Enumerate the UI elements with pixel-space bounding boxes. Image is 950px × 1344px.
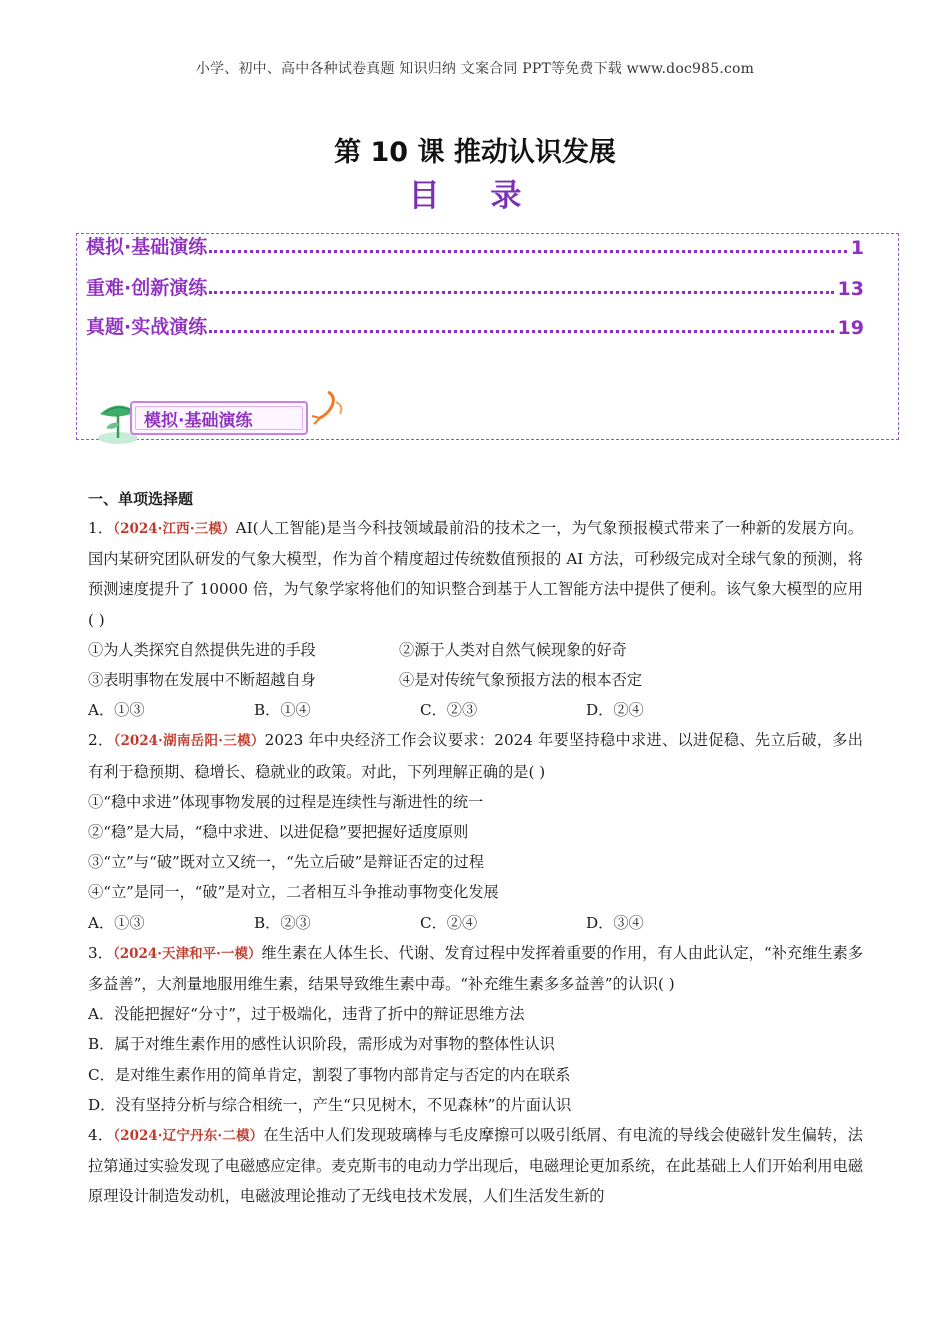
question-source: （2024·天津和平·一模）: [112, 945, 262, 962]
statement: ②源于人类对自然气候现象的好奇: [399, 640, 627, 659]
toc-entry-label: 模拟·基础演练: [86, 236, 208, 258]
question-source: （2024·江西·三模）: [113, 521, 236, 537]
question-stem: 2023 年中央经济工作会议要求：2024 年要坚持稳中求进、以进促稳、先立后破，多出有利于稳预期、稳增长、稳就业的政策。对此，下列理解正确的是( ): [88, 731, 863, 781]
page-header: 小学、初中、高中各种试卷真题 知识归纳 文案合同 PPT等免费下载 www.doc985.com: [195, 61, 755, 77]
question-number: 4．: [88, 1126, 114, 1145]
answer-option-a[interactable]: A．没能把握好“分寸”，过于极端化，违背了折中的辩证思维方法: [88, 1005, 525, 1024]
question-4: [88, 1120, 863, 1212]
answer-option-b[interactable]: B．属于对维生素作用的感性认识阶段，需形成为对事物的整体性认识: [88, 1035, 555, 1054]
statement: ③“立”与“破”既对立又统一，“先立后破”是辩证否定的过程: [88, 853, 484, 872]
toc-leader-dots: [209, 329, 833, 333]
toc-entry-page: 19: [837, 317, 864, 339]
toc-leader-dots: [209, 290, 833, 294]
statement: ②“稳”是大局，“稳中求进、以进促稳”要把握好适度原则: [88, 823, 469, 842]
answer-option-d[interactable]: D．没有坚持分析与综合相统一，产生“只见树木，不见森林”的片面认识: [88, 1095, 572, 1114]
question-list: [88, 486, 863, 1212]
answer-option-c[interactable]: C．②④: [420, 913, 478, 932]
toc-entry-real-exam[interactable]: [86, 311, 864, 339]
answer-option-d[interactable]: D．②④: [586, 701, 644, 720]
toc-entry-page: 1: [850, 237, 864, 259]
statement: ③表明事物在发展中不断超越自身: [88, 671, 316, 690]
toc-entry-basic[interactable]: [86, 231, 864, 259]
toc-entry-label: 真题·实战演练: [86, 316, 208, 338]
question-number: 2．: [88, 731, 114, 750]
answer-option-c[interactable]: C．是对维生素作用的简单肯定，割裂了事物内部肯定与否定的内在联系: [88, 1065, 571, 1084]
question-source: （2024·辽宁丹东·二模）: [113, 1128, 264, 1145]
toc-entry-page: 13: [837, 278, 864, 300]
toc-title: 目 录: [408, 178, 542, 214]
answer-option-d[interactable]: D．③④: [586, 913, 644, 932]
statement: ①“稳中求进”体现事物发展的过程是连续性与渐进性的统一: [88, 792, 484, 811]
answer-option-b[interactable]: B．②③: [254, 913, 311, 932]
section-banner-label: 模拟·基础演练: [144, 411, 253, 431]
question-3: [88, 938, 863, 1120]
section-banner: [94, 388, 344, 450]
koi-fish-icon: [306, 388, 346, 428]
toc-entry-difficult[interactable]: [86, 272, 864, 300]
lesson-title: 第 10 课 推动认识发展: [334, 137, 616, 168]
answer-option-a[interactable]: A．①③: [88, 701, 145, 720]
toc-entry-label: 重难·创新演练: [86, 277, 208, 299]
question-number: 1．: [88, 519, 114, 537]
section-heading: 一、单项选择题: [88, 490, 194, 508]
statement: ④是对传统气象预报方法的根本否定: [399, 671, 642, 690]
question-source: （2024·湖南岳阳·三模）: [113, 733, 265, 750]
answer-option-a[interactable]: A．①③: [88, 913, 145, 932]
question-stem: AI(人工智能)是当今科技领域最前沿的技术之一，为气象预报模式带来了一种新的发展方向。国内某研究团队研发的气象大模型，作为首个精度超过传统数值预报的 AI 方法，可秒级完成对全球气象的预测，将预测速度提升了 10000 倍，为气象学家将他们的知识整合到基于人工智能方法中提供了便利。该气象大模型的应用( ): [88, 519, 863, 629]
answer-option-b[interactable]: B．①④: [254, 701, 311, 720]
statement: ④“立”是同一，“破”是对立，二者相互斗争推动事物变化发展: [88, 883, 499, 902]
question-1: [88, 513, 863, 725]
question-2: [88, 725, 863, 937]
statement: ①为人类探究自然提供先进的手段: [88, 640, 316, 659]
question-number: 3．: [88, 943, 113, 962]
toc-leader-dots: [209, 249, 847, 253]
question-stem: 维生素在人体生长、代谢、发育过程中发挥着重要的作用，有人由此认定，“补充维生素多多益善”，大剂量地服用维生素，结果导致维生素中毒。“补充维生素多多益善”的认识( ): [88, 943, 864, 994]
answer-option-c[interactable]: C．②③: [420, 701, 478, 720]
question-stem: 在生活中人们发现玻璃棒与毛皮摩擦可以吸引纸屑、有电流的导线会使磁针发生偏转，法拉第通过实验发现了电磁感应定律。麦克斯韦的电动力学出现后，电磁理论更加系统，在此基础上人们开始利用电磁原理设计制造发动机，电磁波理论推动了无线电技术发展，人们生活发生新的: [88, 1126, 863, 1206]
